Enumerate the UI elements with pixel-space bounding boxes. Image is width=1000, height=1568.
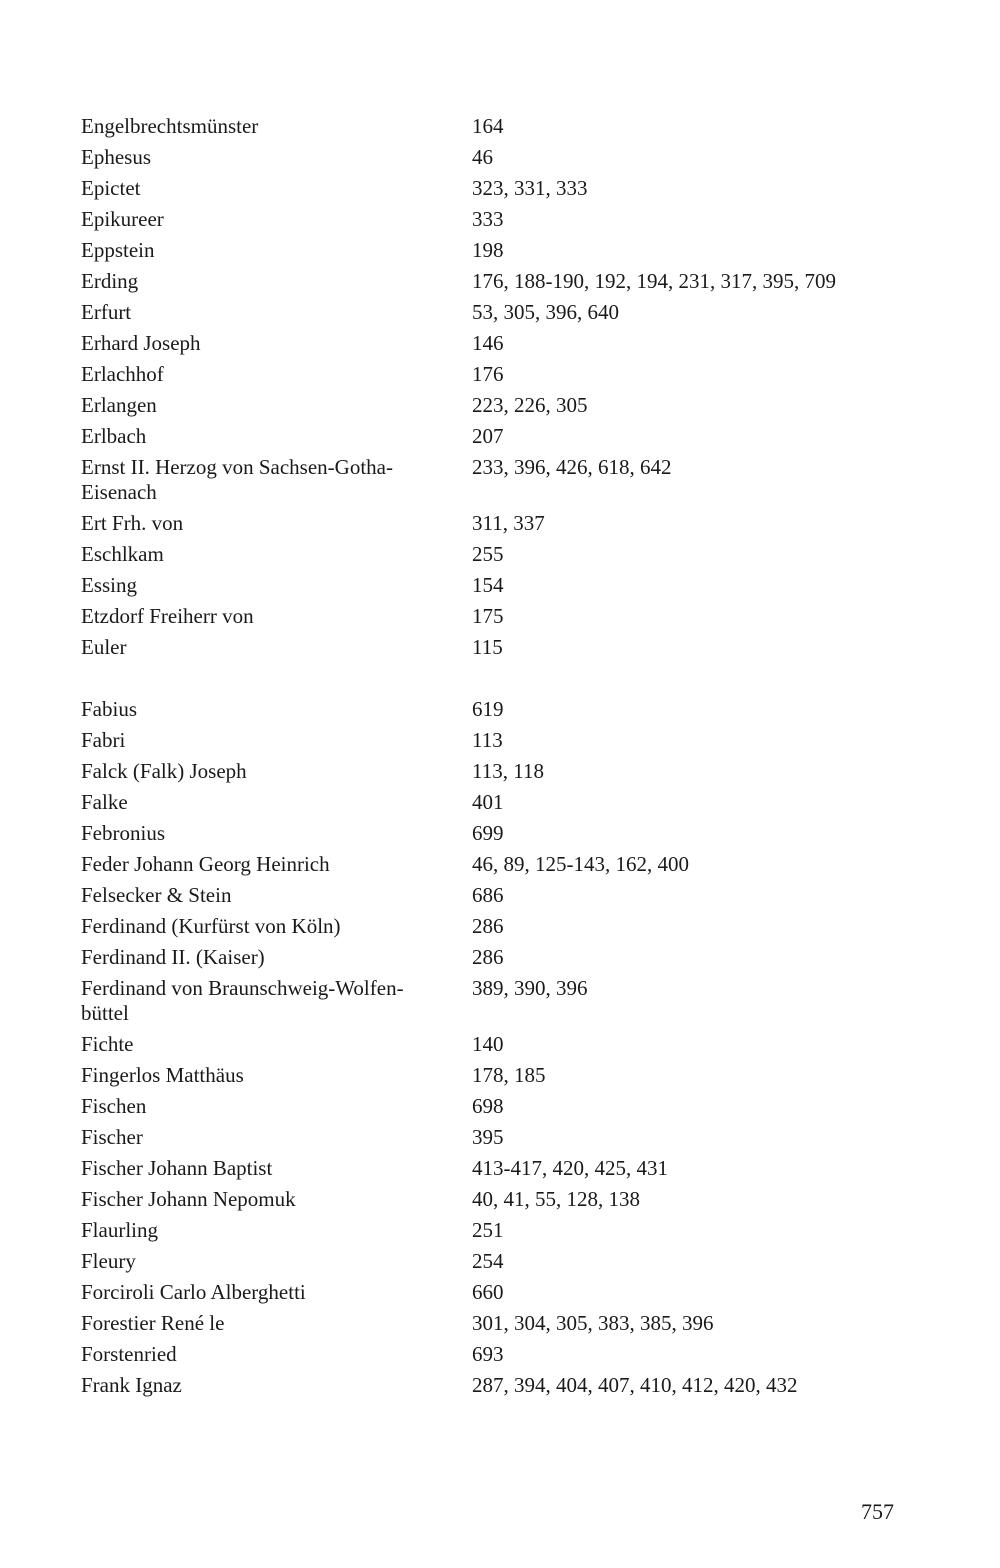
entry-name-line: Ferdinand von Braunschweig-Wolfen-: [81, 976, 404, 1000]
index-entry: [81, 331, 901, 356]
entry-name: Falke: [81, 790, 128, 814]
entry-name: Ert Frh. von: [81, 511, 184, 535]
entry-pages: 286: [472, 914, 504, 938]
entry-pages: 395: [472, 1125, 504, 1149]
entry-pages: 287, 394, 404, 407, 410, 412, 420, 432: [472, 1373, 798, 1397]
index-entry: [81, 635, 901, 660]
index-entry: [81, 573, 901, 598]
entry-name: Febronius: [81, 821, 165, 845]
index-entry: [81, 697, 901, 722]
entry-pages: 146: [472, 331, 504, 355]
index-entry: [81, 852, 901, 877]
entry-name: Fabri: [81, 728, 126, 752]
entry-name: Etzdorf Freiherr von: [81, 604, 254, 628]
index-entry: [81, 1218, 901, 1243]
entry-pages: 693: [472, 1342, 504, 1366]
entry-name: Ferdinand II. (Kaiser): [81, 945, 265, 969]
entry-name: Euler: [81, 635, 127, 659]
entry-pages: 154: [472, 573, 504, 597]
index-entry: [81, 1311, 901, 1336]
index-section-f: [81, 697, 901, 1398]
entry-pages: 175: [472, 604, 504, 628]
entry-name: Fabius: [81, 697, 138, 721]
entry-name: Forciroli Carlo Alberghetti: [81, 1280, 306, 1304]
index-list: [81, 114, 901, 1404]
entry-name: Erhard Joseph: [81, 331, 201, 355]
entry-pages: 113, 118: [472, 759, 544, 783]
index-entry: [81, 542, 901, 567]
entry-name: Flaurling: [81, 1218, 158, 1242]
entry-name: Erlachhof: [81, 362, 164, 386]
entry-pages: 164: [472, 114, 504, 138]
entry-name: Eppstein: [81, 238, 155, 262]
entry-pages: 286: [472, 945, 504, 969]
index-entry: [81, 176, 901, 201]
index-entry: [81, 604, 901, 629]
entry-name: Feder Johann Georg Heinrich: [81, 852, 330, 876]
entry-name: Fischer Johann Baptist: [81, 1156, 273, 1180]
index-entry: [81, 145, 901, 170]
entry-name: Fingerlos Matthäus: [81, 1063, 244, 1087]
entry-name: Fichte: [81, 1032, 134, 1056]
index-entry: [81, 1094, 901, 1119]
entry-pages: 46: [472, 145, 493, 169]
entry-pages: 251: [472, 1218, 504, 1242]
entry-name: Epikureer: [81, 207, 164, 231]
entry-name: Engelbrechtsmünster: [81, 114, 259, 138]
entry-pages: 333: [472, 207, 504, 231]
entry-pages: 115: [472, 635, 503, 659]
entry-pages: 389, 390, 396: [472, 976, 588, 1000]
index-entry: [81, 362, 901, 387]
entry-name: Erlbach: [81, 424, 147, 448]
entry-name: [81, 455, 472, 505]
entry-name-continuation: büttel: [81, 1001, 129, 1025]
index-entry: [81, 790, 901, 815]
index-entry: [81, 1032, 901, 1057]
index-entry: [81, 424, 901, 449]
index-entry: [81, 207, 901, 232]
section-gap: [81, 666, 901, 697]
entry-pages: 198: [472, 238, 504, 262]
entry-name: Felsecker & Stein: [81, 883, 232, 907]
entry-pages: 413-417, 420, 425, 431: [472, 1156, 668, 1180]
entry-pages: 178, 185: [472, 1063, 546, 1087]
index-entry: [81, 759, 901, 784]
entry-name: Frank Ignaz: [81, 1373, 182, 1397]
entry-name: Forestier René le: [81, 1311, 225, 1335]
index-entry: [81, 821, 901, 846]
entry-pages: 254: [472, 1249, 504, 1273]
entry-pages: 699: [472, 821, 504, 845]
entry-pages: 686: [472, 883, 504, 907]
index-entry: [81, 455, 901, 505]
entry-pages: 113: [472, 728, 503, 752]
entry-pages: 619: [472, 697, 504, 721]
entry-pages: 140: [472, 1032, 504, 1056]
index-entry: [81, 728, 901, 753]
entry-pages: 46, 89, 125-143, 162, 400: [472, 852, 689, 876]
index-entry: [81, 1280, 901, 1305]
entry-name-continuation: Eisenach: [81, 480, 157, 504]
index-entry: [81, 238, 901, 263]
index-entry: [81, 976, 901, 1026]
entry-pages: 40, 41, 55, 128, 138: [472, 1187, 640, 1211]
index-entry: [81, 511, 901, 536]
entry-name: Forstenried: [81, 1342, 177, 1366]
entry-pages: 233, 396, 426, 618, 642: [472, 455, 672, 479]
index-section-e: [81, 114, 901, 660]
index-entry: [81, 1342, 901, 1367]
entry-pages: 176: [472, 362, 504, 386]
entry-pages: 207: [472, 424, 504, 448]
entry-name: Falck (Falk) Joseph: [81, 759, 247, 783]
entry-name: Epictet: [81, 176, 141, 200]
entry-pages: 660: [472, 1280, 504, 1304]
index-entry: [81, 114, 901, 139]
index-entry: [81, 1187, 901, 1212]
index-entry: [81, 1373, 901, 1398]
entry-name: [81, 976, 472, 1026]
entry-name-line: Ernst II. Herzog von Sachsen-Gotha-: [81, 455, 393, 479]
entry-name: Fleury: [81, 1249, 136, 1273]
index-entry: [81, 883, 901, 908]
entry-name: Fischer Johann Nepomuk: [81, 1187, 296, 1211]
entry-pages: 223, 226, 305: [472, 393, 588, 417]
entry-name: Erding: [81, 269, 139, 293]
index-entry: [81, 914, 901, 939]
entry-name: Ferdinand (Kurfürst von Köln): [81, 914, 341, 938]
entry-pages: 53, 305, 396, 640: [472, 300, 619, 324]
index-entry: [81, 300, 901, 325]
entry-name: Fischen: [81, 1094, 147, 1118]
entry-pages: 323, 331, 333: [472, 176, 588, 200]
entry-pages: 301, 304, 305, 383, 385, 396: [472, 1311, 714, 1335]
entry-name: Erfurt: [81, 300, 132, 324]
index-entry: [81, 1063, 901, 1088]
entry-name: Essing: [81, 573, 138, 597]
entry-pages: 698: [472, 1094, 504, 1118]
entry-name: Fischer: [81, 1125, 143, 1149]
index-entry: [81, 1125, 901, 1150]
page-number: 757: [861, 1499, 894, 1524]
index-entry: [81, 945, 901, 970]
index-entry: [81, 393, 901, 418]
entry-name: Ephesus: [81, 145, 151, 169]
index-entry: [81, 1156, 901, 1181]
entry-name: Eschlkam: [81, 542, 164, 566]
index-entry: [81, 269, 901, 294]
entry-pages: 255: [472, 542, 504, 566]
entry-pages: 311, 337: [472, 511, 545, 535]
index-entry: [81, 1249, 901, 1274]
entry-name: Erlangen: [81, 393, 157, 417]
entry-pages: 401: [472, 790, 504, 814]
entry-pages: 176, 188-190, 192, 194, 231, 317, 395, 709: [472, 269, 836, 293]
